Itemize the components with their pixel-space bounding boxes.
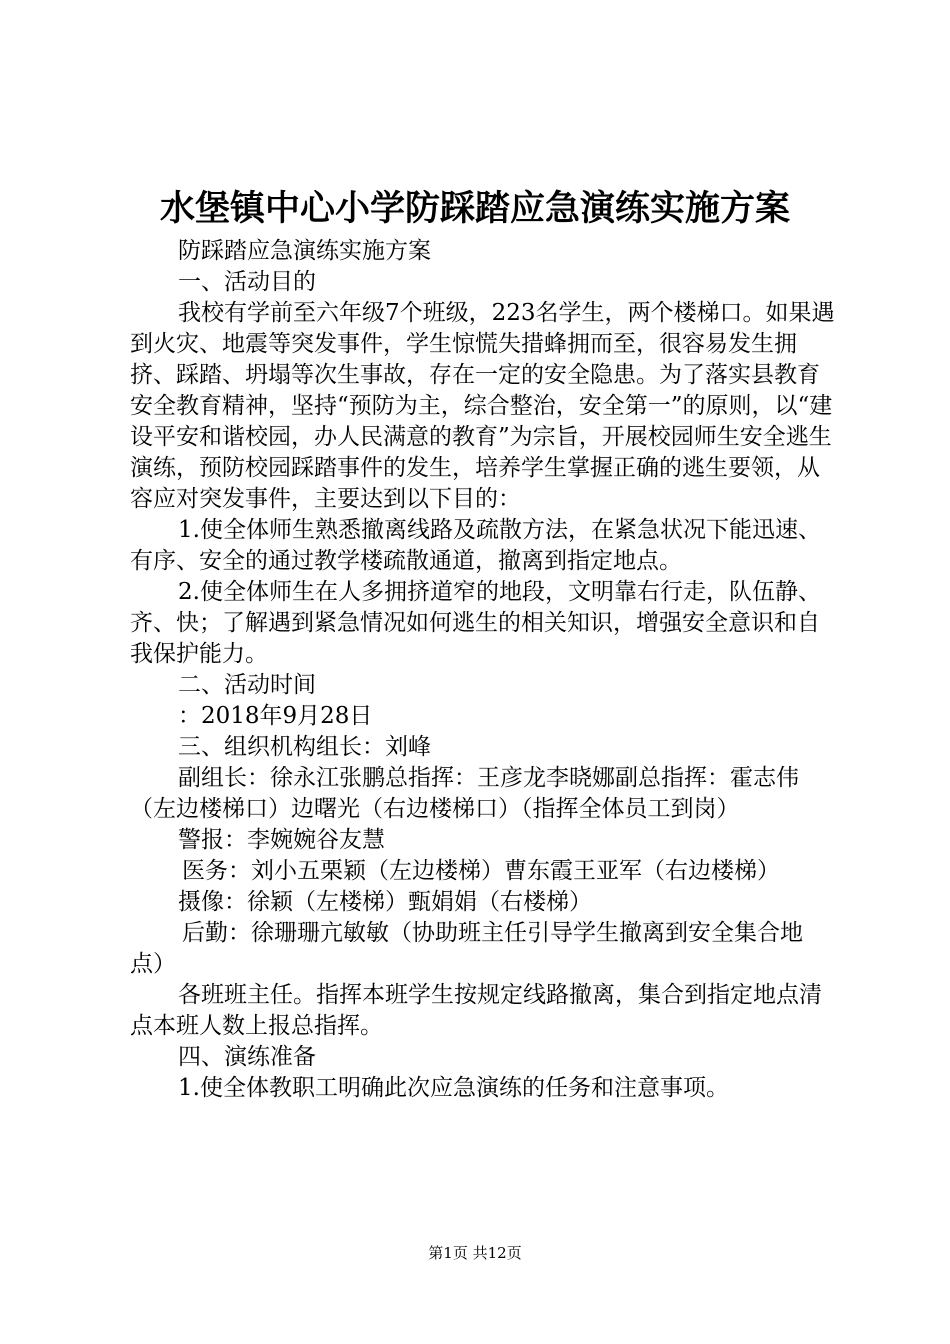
paragraph-camera: 摄像：徐颖（左楼梯）甄娟娟（右楼梯） — [178, 889, 592, 915]
paragraph-purpose: 我校有学前至六年级7个班级，223名学生，两个楼梯口。如果遇到火灾、地震等突发事件，学生惊慌失措蜂拥而至，很容易发生拥挤、踩踏、坍塌等次生事故，存在一定的安全隐患。为了落实县教育安全教育精神，坚持“预防为主，综合整治，安全第一”的原则，以“建设平安和谐校园，办人民满意的教育”为宗旨，开展校园师生安全逃生演练，预防校园踩踏事件的发生，培养学生掌握正确的逃生要领，从容应对突发事件，主要达到以下目的： — [130, 300, 835, 512]
document-title: 水堡镇中心小学防踩踏应急演练实施方案 — [159, 188, 790, 229]
page-number: 第1页 共12页 — [428, 1244, 522, 1262]
paragraph-deputy-leaders: 副组长：徐永江张鹏总指挥：王彦龙李晓娜副总指挥：霍志伟（左边楼梯口）边曙光（右边楼梯口）（指挥全体员工到岗） — [130, 765, 799, 822]
section-heading-purpose: 一、活动目的 — [178, 269, 316, 295]
paragraph-alarm: 警报：李婉婉谷友慧 — [178, 827, 385, 853]
paragraph-subtitle: 防踩踏应急演练实施方案 — [178, 238, 431, 264]
section-heading-preparation: 四、演练准备 — [178, 1044, 316, 1070]
section-heading-time: 二、活动时间 — [178, 672, 316, 698]
section-heading-organization: 三、组织机构组长：刘峰 — [178, 734, 431, 760]
paragraph-goal-2: 2.使全体师生在人多拥挤道窄的地段，文明靠右行走，队伍静、齐、快；了解遇到紧急情况如何逃生的相关知识，增强安全意识和自我保护能力。 — [130, 579, 821, 667]
paragraph-logistics: 后勤：徐珊珊亢敏敏（协助班主任引导学生撤离到安全集合地点） — [130, 920, 803, 977]
paragraph-head-teachers: 各班班主任。指挥本班学生按规定线路撤离，集合到指定地点清点本班人数上报总指挥。 — [130, 982, 822, 1039]
paragraph-preparation-1: 1.使全体教职工明确此次应急演练的任务和注意事项。 — [178, 1075, 729, 1101]
paragraph-goal-1: 1.使全体师生熟悉撤离线路及疏散方法，在紧急状况下能迅速、有序、安全的通过教学楼疏散通道，撤离到指定地点。 — [130, 517, 821, 574]
document-body — [130, 236, 835, 1104]
paragraph-date: ：2018年9月28日 — [178, 703, 373, 729]
paragraph-medical: 医务：刘小五栗颖（左边楼梯）曹东霞王亚军（右边楼梯） — [182, 858, 780, 884]
